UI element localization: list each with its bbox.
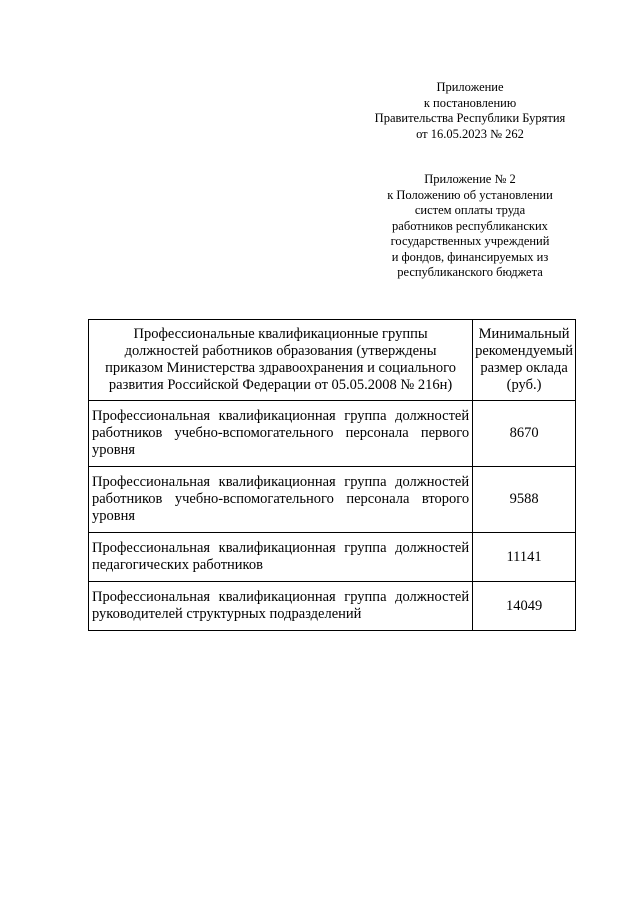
table-row bbox=[89, 533, 576, 582]
appendix-line: республиканского бюджета bbox=[397, 265, 543, 279]
table-row bbox=[89, 582, 576, 631]
group-cell: Профессиональная квалификационная группа должностей педагогических работников bbox=[89, 533, 473, 582]
table-row bbox=[89, 401, 576, 467]
appendix-regulation-block bbox=[340, 172, 600, 281]
column-header-group: Профессиональные квалификационные группы должностей работников образования (утверждены приказом Министерства здравоохранения и социального развития Российской Федерации от 05.05.2008 № 216н) bbox=[89, 320, 473, 401]
appendix-line: государственных учреждений bbox=[390, 234, 550, 248]
salary-table bbox=[88, 319, 576, 631]
appendix-line: систем оплаты труда bbox=[414, 203, 526, 217]
table-header-row bbox=[89, 320, 576, 401]
appendix-line: от 16.05.2023 № 262 bbox=[416, 126, 524, 141]
appendix-line: Правительства Республики Бурятия bbox=[374, 111, 566, 125]
appendix-line: к постановлению bbox=[423, 95, 517, 110]
column-header-value: Минимальный рекомендуемый размер оклада (руб.) bbox=[473, 320, 576, 401]
group-cell: Профессиональная квалификационная группа должностей работников учебно-вспомогательного персонала первого уровня bbox=[89, 401, 473, 467]
group-cell: Профессиональная квалификационная группа должностей руководителей структурных подразделений bbox=[89, 582, 473, 631]
group-cell: Профессиональная квалификационная группа должностей работников учебно-вспомогательного персонала второго уровня bbox=[89, 467, 473, 533]
salary-value-cell: 8670 bbox=[473, 401, 576, 467]
appendix-line: и фондов, финансируемых из bbox=[391, 249, 549, 264]
appendix-resolution-block bbox=[340, 80, 600, 142]
table-row bbox=[89, 467, 576, 533]
appendix-line: работников республиканских bbox=[392, 218, 548, 233]
salary-value-cell: 11141 bbox=[473, 533, 576, 582]
salary-value-cell: 14049 bbox=[473, 582, 576, 631]
salary-value-cell: 9588 bbox=[473, 467, 576, 533]
appendix-line: Приложение bbox=[436, 80, 504, 94]
appendix-line: к Положению об установлении bbox=[387, 187, 553, 202]
appendix-line: Приложение № 2 bbox=[424, 172, 516, 186]
